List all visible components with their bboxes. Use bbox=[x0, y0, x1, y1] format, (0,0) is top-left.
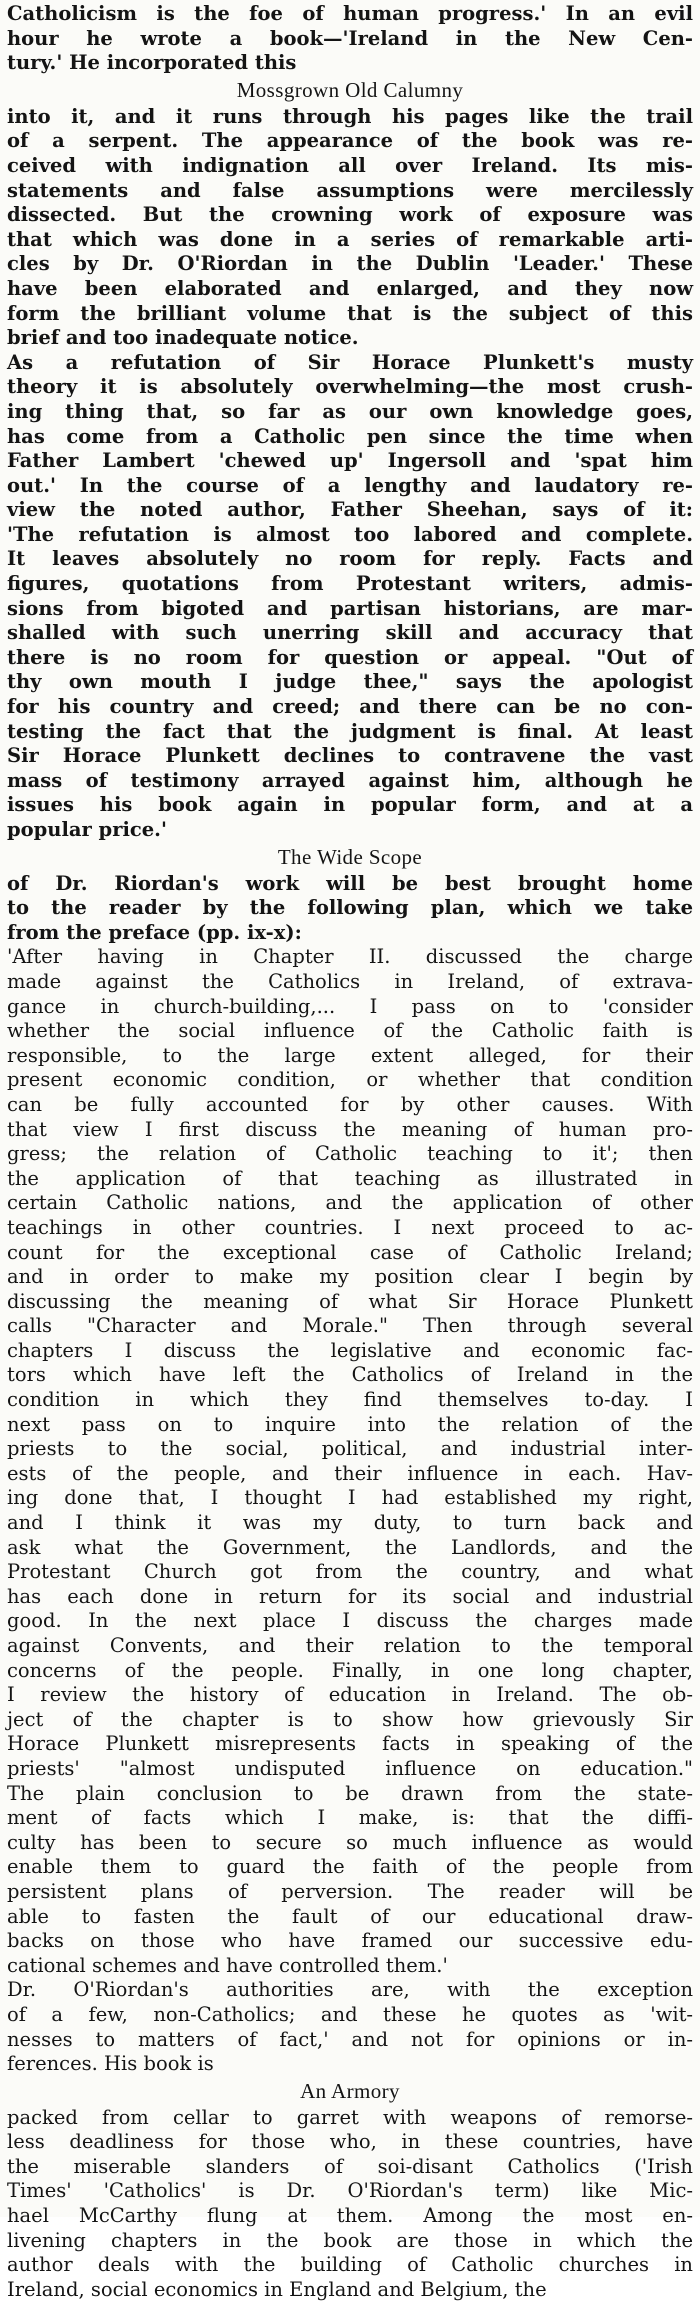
text-line: tury.' He incorporated this bbox=[7, 51, 297, 75]
text-line: there is no room for question or appeal. "Out of bbox=[7, 645, 693, 669]
text-line: concerns of the people. Finally, in one long chapter, bbox=[7, 1658, 693, 1682]
text-line: view the noted author, Father Sheehan, says of it: bbox=[7, 498, 693, 522]
text-line: have been elaborated and enlarged, and they now bbox=[7, 276, 693, 300]
text-line: Father Lambert 'chewed up' Ingersoll and 'spat him bbox=[7, 449, 693, 473]
text-line: statements and false assumptions were mercilessly bbox=[7, 178, 693, 202]
text-line: testing the fact that the judgment is final. At least bbox=[7, 719, 693, 743]
text-line: gance in church-building,... I pass on to 'consider bbox=[7, 994, 693, 1018]
text-line: ceived with indignation all over Ireland. Its mis- bbox=[7, 153, 693, 177]
text-line: priests' "almost undisputed influence on education." bbox=[7, 1756, 693, 1780]
text-line: certain Catholic nations, and the application of other bbox=[7, 1191, 693, 1215]
text-line: that view I first discuss the meaning of human pro- bbox=[7, 1117, 693, 1141]
text-line: for his country and creed; and there can be no con- bbox=[7, 695, 693, 719]
text-line: ject of the chapter is to show how grievously Sir bbox=[7, 1707, 693, 1731]
text-line: ing thing that, so far as our own knowledge goes, bbox=[7, 399, 693, 423]
text-line: count for the exceptional case of Catholic Ireland; bbox=[7, 1240, 693, 1264]
text-line: Horace Plunkett misrepresents facts in speaking of the bbox=[7, 1732, 693, 1756]
text-line: persistent plans of perversion. The reader will be bbox=[7, 1879, 693, 1903]
text-line: livening chapters in the book are those in which the bbox=[7, 2228, 693, 2252]
text-line: Ireland, social economics in England and Belgium, the bbox=[7, 2277, 547, 2301]
text-line: Catholicism is the foe of human progress.' In an evil bbox=[7, 2, 693, 25]
text-line: nesses to matters of fact,' and not for opinions or in- bbox=[7, 2027, 693, 2051]
paragraph-armory bbox=[7, 2106, 693, 2302]
text-line: mass of testimony arrayed against him, although he bbox=[7, 768, 693, 792]
text-line: responsible, to the large extent alleged, for their bbox=[7, 1043, 693, 1067]
text-line: I review the history of education in Ireland. The ob- bbox=[7, 1683, 693, 1707]
paragraph-wide-scope bbox=[7, 872, 693, 946]
text-line: to the reader by the following plan, which we take bbox=[7, 896, 693, 920]
text-line: popular price.' bbox=[7, 818, 167, 841]
text-line: discussing the meaning of what Sir Horace Plunkett bbox=[7, 1289, 693, 1313]
text-line: next pass on to inquire into the relation of the bbox=[7, 1412, 693, 1436]
text-line: cles by Dr. O'Riordan in the Dublin 'Leader.' These bbox=[7, 252, 693, 276]
text-line: It leaves absolutely no room for reply. Facts and bbox=[7, 547, 693, 571]
text-line: As a refutation of Sir Horace Plunkett's musty bbox=[7, 350, 693, 374]
text-line: condition in which they find themselves to-day. I bbox=[7, 1388, 693, 1412]
text-line: brief and too inadequate notice. bbox=[7, 326, 359, 350]
article-column bbox=[7, 2, 693, 2302]
text-line: chapters I discuss the legislative and economic fac- bbox=[7, 1338, 693, 1362]
text-line: of a few, non-Catholics; and these he quotes as 'wit- bbox=[7, 2002, 693, 2026]
text-line: calls "Character and Morale." Then through several bbox=[7, 1314, 693, 1338]
text-line: hael McCarthy flung at them. Among the most en- bbox=[7, 2204, 693, 2228]
text-line: Times' 'Catholics' is Dr. O'Riordan's term) like Mic- bbox=[7, 2179, 693, 2203]
text-line: priests to the social, political, and industrial inter- bbox=[7, 1437, 693, 1461]
text-line: teachings in other countries. I next proceed to ac- bbox=[7, 1215, 693, 1239]
text-line: and I think it was my duty, to turn back and bbox=[7, 1511, 693, 1535]
text-line: whether the social influence of the Catholic faith is bbox=[7, 1019, 693, 1043]
text-line: the application of that teaching as illustrated in bbox=[7, 1166, 693, 1190]
text-line: ask what the Government, the Landlords, and the bbox=[7, 1535, 693, 1559]
text-line: able to fasten the fault of our educational draw- bbox=[7, 1904, 693, 1928]
text-line: shalled with such unerring skill and accuracy that bbox=[7, 621, 693, 645]
text-line: issues his book again in popular form, and at a bbox=[7, 793, 693, 817]
text-line: Dr. O'Riordan's authorities are, with the exception bbox=[7, 1978, 693, 2002]
text-line: made against the Catholics in Ireland, of extrava- bbox=[7, 969, 693, 993]
text-line: and in order to make my position clear I begin by bbox=[7, 1265, 693, 1289]
text-line: the miserable slanders of soi-disant Catholics ('Irish bbox=[7, 2154, 693, 2178]
text-line: less deadliness for those who, in these countries, have bbox=[7, 2130, 693, 2154]
paragraph-opening bbox=[7, 2, 693, 76]
text-line: from the preface (pp. ix-x): bbox=[7, 920, 302, 944]
text-line: packed from cellar to garret with weapons of remorse- bbox=[7, 2105, 693, 2129]
text-line: ment of facts which I make, is: that the diffi- bbox=[7, 1806, 693, 1830]
text-line: good. In the next place I discuss the charges made bbox=[7, 1609, 693, 1633]
text-line: out.' In the course of a lengthy and laudatory re- bbox=[7, 473, 693, 497]
text-line: ing done that, I thought I had established my right, bbox=[7, 1486, 693, 1510]
text-line: of Dr. Riordan's work will be best brought home bbox=[7, 871, 693, 895]
text-line: against Convents, and their relation to the temporal bbox=[7, 1634, 693, 1657]
text-line: into it, and it runs through his pages like the trail bbox=[7, 104, 693, 128]
heading-the-wide-scope: The Wide Scope bbox=[277, 844, 423, 869]
text-line: sions from bigoted and partisan historians, are mar- bbox=[7, 596, 693, 620]
text-line: form the brilliant volume that is the subject of this bbox=[7, 301, 693, 325]
text-line: culty has been to secure so much influence as would bbox=[7, 1830, 693, 1854]
text-line: has come from a Catholic pen since the time when bbox=[7, 424, 693, 448]
text-line: hour he wrote a book—'Ireland in the New Cen- bbox=[7, 26, 693, 50]
paragraph-calumny bbox=[7, 105, 693, 351]
text-line: ferences. His book is bbox=[7, 2052, 214, 2076]
text-line: of a serpent. The appearance of the book was re- bbox=[7, 129, 693, 153]
heading-an-armory: An Armory bbox=[300, 2078, 400, 2103]
text-line: cational schemes and have controlled them.' bbox=[7, 1953, 448, 1977]
paragraph-authorities bbox=[7, 1978, 693, 2076]
text-line: tors which have left the Catholics of Ireland in the bbox=[7, 1363, 693, 1387]
text-line: 'The refutation is almost too labored and complete. bbox=[7, 522, 693, 546]
text-line: author deals with the building of Catholic churches in bbox=[7, 2253, 693, 2277]
text-line: thy own mouth I judge thee," says the apologist bbox=[7, 670, 693, 694]
text-line: figures, quotations from Protestant writers, admis- bbox=[7, 572, 693, 596]
paragraph-preface-quote bbox=[7, 945, 693, 1978]
text-line: theory it is absolutely overwhelming—the most crush- bbox=[7, 375, 693, 399]
text-line: has each done in return for its social and industrial bbox=[7, 1584, 693, 1608]
text-line: The plain conclusion to be drawn from the state- bbox=[7, 1781, 693, 1805]
text-line: gress; the relation of Catholic teaching to it'; then bbox=[7, 1142, 693, 1166]
heading-mossgrown-old-calumny: Mossgrown Old Calumny bbox=[236, 77, 464, 102]
text-line: can be fully accounted for by other causes. With bbox=[7, 1092, 693, 1116]
text-line: backs on those who have framed our successive edu- bbox=[7, 1929, 693, 1953]
text-line: Protestant Church got from the country, and what bbox=[7, 1560, 693, 1584]
text-line: that which was done in a series of remarkable arti- bbox=[7, 227, 693, 251]
text-line: ests of the people, and their influence in each. Hav- bbox=[7, 1461, 693, 1485]
text-line: present economic condition, or whether that condition bbox=[7, 1068, 693, 1092]
text-line: 'After having in Chapter II. discussed the charge bbox=[7, 945, 693, 969]
text-line: Sir Horace Plunkett declines to contravene the vast bbox=[7, 744, 693, 768]
paragraph-refutation bbox=[7, 351, 693, 843]
text-line: enable them to guard the faith of the people from bbox=[7, 1855, 693, 1879]
text-line: dissected. But the crowning work of exposure was bbox=[7, 203, 693, 227]
